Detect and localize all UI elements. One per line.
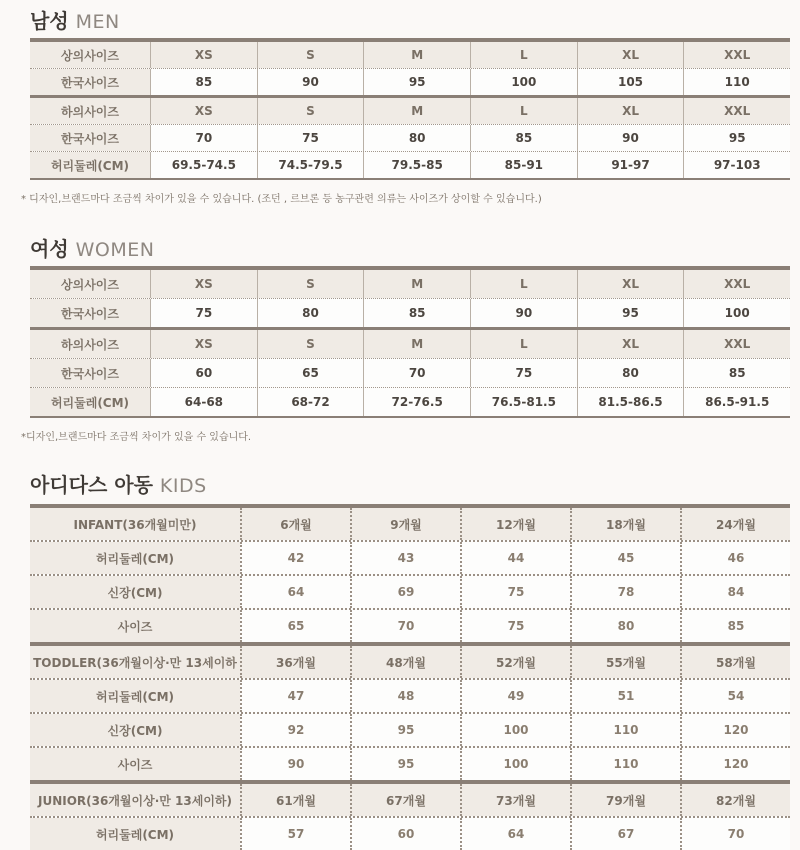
value-cell: 72-76.5 (363, 388, 470, 416)
value-cell: 90 (577, 125, 684, 151)
table-row-korean-size (30, 68, 790, 95)
junior-header-row (30, 780, 790, 816)
size-header-cell: L (470, 330, 577, 358)
value-cell: 69.5-74.5 (150, 152, 257, 178)
value-cell: 70 (680, 818, 790, 850)
value-cell: 95 (683, 125, 790, 151)
size-header-cell: L (470, 98, 577, 124)
value-cell: 105 (577, 69, 684, 95)
value-cell: 47 (240, 680, 350, 712)
value-cell: 80 (577, 359, 684, 387)
row-label: 한국사이즈 (30, 125, 150, 151)
table-row-korean-size (30, 298, 790, 327)
value-cell: 42 (240, 542, 350, 574)
table-row-top-size (30, 42, 790, 68)
month-header-cell: 9개월 (350, 508, 460, 540)
row-label: TODDLER(36개월이상·만 13세이하 (30, 646, 240, 678)
size-header-cell: M (363, 270, 470, 298)
value-cell: 43 (350, 542, 460, 574)
value-cell: 75 (460, 576, 570, 608)
value-cell: 110 (570, 748, 680, 780)
value-cell: 79.5-85 (363, 152, 470, 178)
value-cell: 85 (150, 69, 257, 95)
size-header-cell: L (470, 42, 577, 68)
value-cell: 48 (350, 680, 460, 712)
value-cell: 120 (680, 714, 790, 746)
value-cell: 69 (350, 576, 460, 608)
row-label: 허리둘레(CM) (30, 542, 240, 574)
value-cell: 64 (240, 576, 350, 608)
month-header-cell: 48개월 (350, 646, 460, 678)
month-header-cell: 82개월 (680, 784, 790, 816)
size-header-cell: XXL (683, 98, 790, 124)
size-header-cell: S (257, 330, 364, 358)
value-cell: 95 (577, 299, 684, 327)
table-row-waist (30, 678, 790, 712)
value-cell: 120 (680, 748, 790, 780)
month-header-cell: 6개월 (240, 508, 350, 540)
value-cell: 65 (257, 359, 364, 387)
table-row-korean-size (30, 124, 790, 151)
women-note: *디자인,브랜드마다 조금씩 차이가 있을 수 있습니다. (21, 432, 252, 443)
size-header-cell: S (257, 270, 364, 298)
men-note: * 디자인,브랜드마다 조금씩 차이가 있을 수 있습니다. (조던 , 르브론 등 농구관련 의류는 사이즈가 상이할 수 있습니다.) (21, 194, 542, 205)
value-cell: 92 (240, 714, 350, 746)
men-section (0, 5, 800, 205)
value-cell: 80 (570, 610, 680, 642)
month-header-cell: 36개월 (240, 646, 350, 678)
value-cell: 70 (363, 359, 470, 387)
row-label: 허리둘레(CM) (30, 818, 240, 850)
kids-title-korean: 아디다스 아동 (30, 473, 153, 497)
size-header-cell: XS (150, 330, 257, 358)
value-cell: 60 (150, 359, 257, 387)
value-cell: 100 (460, 714, 570, 746)
month-header-cell: 52개월 (460, 646, 570, 678)
value-cell: 67 (570, 818, 680, 850)
value-cell: 46 (680, 542, 790, 574)
kids-section (0, 469, 800, 850)
value-cell: 75 (150, 299, 257, 327)
month-header-cell: 58개월 (680, 646, 790, 678)
value-cell: 85 (680, 610, 790, 642)
row-label: 상의사이즈 (30, 270, 150, 298)
infant-header-row (30, 508, 790, 540)
size-header-cell: XXL (683, 330, 790, 358)
row-label: 사이즈 (30, 748, 240, 780)
month-header-cell: 67개월 (350, 784, 460, 816)
row-label: 한국사이즈 (30, 69, 150, 95)
row-label: 하의사이즈 (30, 330, 150, 358)
table-row-height (30, 574, 790, 608)
value-cell: 95 (350, 748, 460, 780)
value-cell: 80 (363, 125, 470, 151)
table-row-waist (30, 540, 790, 574)
men-section-title (30, 5, 800, 33)
value-cell: 90 (257, 69, 364, 95)
value-cell: 80 (257, 299, 364, 327)
value-cell: 110 (570, 714, 680, 746)
value-cell: 85 (470, 125, 577, 151)
value-cell: 100 (460, 748, 570, 780)
women-title-korean: 여성 (30, 237, 69, 261)
size-header-cell: S (257, 98, 364, 124)
table-row-waist (30, 387, 790, 416)
value-cell: 75 (470, 359, 577, 387)
table-row-size (30, 746, 790, 780)
table-row-bottom-size (30, 327, 790, 358)
row-label: 신장(CM) (30, 714, 240, 746)
size-header-cell: XS (150, 98, 257, 124)
size-header-cell: XL (577, 330, 684, 358)
value-cell: 45 (570, 542, 680, 574)
table-row-top-size (30, 270, 790, 298)
row-label: JUNIOR(36개월이상·만 13세이하) (30, 784, 240, 816)
size-header-cell: XL (577, 270, 684, 298)
value-cell: 51 (570, 680, 680, 712)
month-header-cell: 73개월 (460, 784, 570, 816)
month-header-cell: 24개월 (680, 508, 790, 540)
value-cell: 95 (363, 69, 470, 95)
kids-title-english: KIDS (159, 475, 207, 497)
value-cell: 85 (363, 299, 470, 327)
value-cell: 75 (257, 125, 364, 151)
value-cell: 84 (680, 576, 790, 608)
table-row-height (30, 712, 790, 746)
value-cell: 78 (570, 576, 680, 608)
value-cell: 86.5-91.5 (683, 388, 790, 416)
men-size-table (30, 38, 790, 180)
table-row-bottom-size (30, 95, 790, 124)
table-row-korean-size (30, 358, 790, 387)
month-header-cell: 18개월 (570, 508, 680, 540)
women-size-table (30, 266, 790, 418)
value-cell: 90 (240, 748, 350, 780)
size-header-cell: XXL (683, 270, 790, 298)
women-section-title (30, 233, 800, 261)
month-header-cell: 55개월 (570, 646, 680, 678)
month-header-cell: 61개월 (240, 784, 350, 816)
value-cell: 54 (680, 680, 790, 712)
row-label: 상의사이즈 (30, 42, 150, 68)
row-label: 한국사이즈 (30, 299, 150, 327)
size-header-cell: M (363, 98, 470, 124)
kids-section-title (30, 469, 800, 497)
row-label: 허리둘레(CM) (30, 680, 240, 712)
size-header-cell: L (470, 270, 577, 298)
size-header-cell: XL (577, 42, 684, 68)
women-title-english: WOMEN (75, 239, 155, 261)
value-cell: 90 (470, 299, 577, 327)
value-cell: 70 (150, 125, 257, 151)
value-cell: 64-68 (150, 388, 257, 416)
size-header-cell: XS (150, 42, 257, 68)
value-cell: 76.5-81.5 (470, 388, 577, 416)
size-header-cell: S (257, 42, 364, 68)
table-row-size (30, 608, 790, 642)
size-header-cell: M (363, 42, 470, 68)
value-cell: 95 (350, 714, 460, 746)
value-cell: 91-97 (577, 152, 684, 178)
size-header-cell: M (363, 330, 470, 358)
men-title-english: MEN (75, 11, 120, 33)
men-title-korean: 남성 (30, 9, 69, 33)
value-cell: 64 (460, 818, 570, 850)
value-cell: 97-103 (683, 152, 790, 178)
row-label: 신장(CM) (30, 576, 240, 608)
size-header-cell: XL (577, 98, 684, 124)
value-cell: 75 (460, 610, 570, 642)
row-label: 허리둘레(CM) (30, 388, 150, 416)
value-cell: 100 (470, 69, 577, 95)
value-cell: 81.5-86.5 (577, 388, 684, 416)
value-cell: 57 (240, 818, 350, 850)
value-cell: 110 (683, 69, 790, 95)
toddler-header-row (30, 642, 790, 678)
value-cell: 100 (683, 299, 790, 327)
value-cell: 60 (350, 818, 460, 850)
table-row-waist (30, 151, 790, 178)
row-label: 하의사이즈 (30, 98, 150, 124)
month-header-cell: 79개월 (570, 784, 680, 816)
row-label: INFANT(36개월미만) (30, 508, 240, 540)
value-cell: 74.5-79.5 (257, 152, 364, 178)
value-cell: 70 (350, 610, 460, 642)
women-section (0, 233, 800, 443)
value-cell: 49 (460, 680, 570, 712)
kids-size-table (30, 504, 790, 850)
month-header-cell: 12개월 (460, 508, 570, 540)
value-cell: 68-72 (257, 388, 364, 416)
row-label: 한국사이즈 (30, 359, 150, 387)
row-label: 허리둘레(CM) (30, 152, 150, 178)
row-label: 사이즈 (30, 610, 240, 642)
value-cell: 65 (240, 610, 350, 642)
size-header-cell: XXL (683, 42, 790, 68)
size-header-cell: XS (150, 270, 257, 298)
value-cell: 44 (460, 542, 570, 574)
table-row-waist (30, 816, 790, 850)
value-cell: 85-91 (470, 152, 577, 178)
value-cell: 85 (683, 359, 790, 387)
